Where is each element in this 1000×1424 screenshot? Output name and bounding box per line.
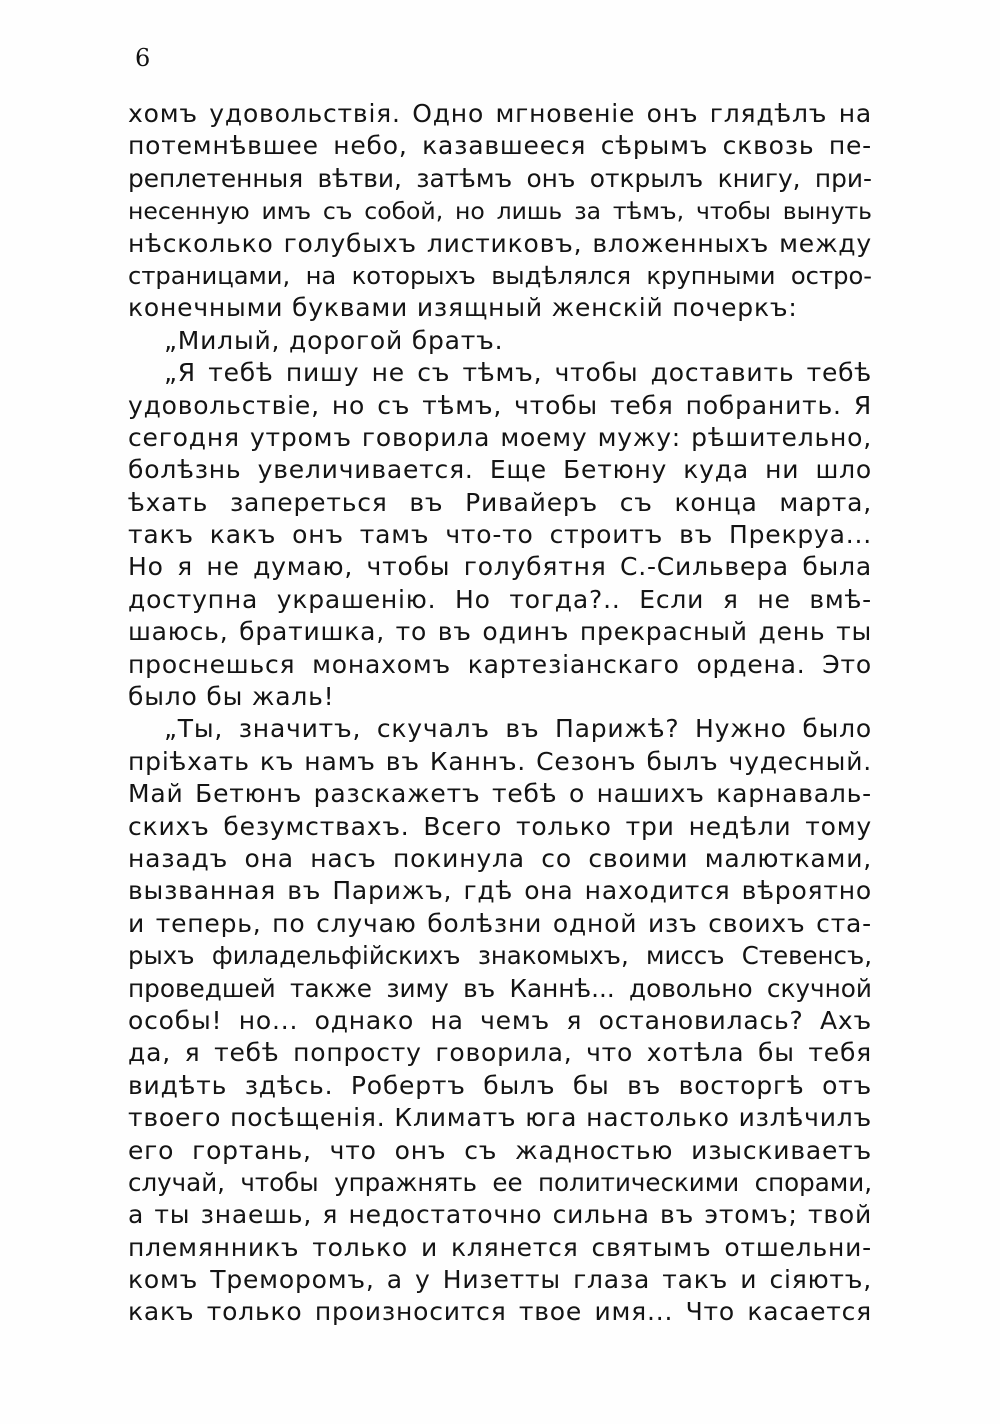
text-line: „Ты, значитъ, скучалъ въ Парижѣ? Нужно было <box>164 714 872 744</box>
text-line: хомъ удовольствія. Одно мгновеніе онъ глядѣлъ на <box>128 99 872 128</box>
text-line: твоего посѣщенія. Климатъ юга настолько излѣчилъ <box>128 1103 872 1133</box>
text-line: проведшей также зиму въ Каннѣ... довольно скучной <box>128 973 872 1003</box>
text-line: ѣхать запереться въ Ривайеръ съ конца марта, <box>128 487 872 517</box>
text-line: племянникъ только и клянется святымъ отшельни- <box>128 1232 872 1262</box>
text-line: и теперь, по случаю болѣзни одной изъ своихъ ста- <box>128 908 872 938</box>
text-line: особы! но... однако на чемъ я остановилась? Ахъ <box>128 1005 872 1035</box>
text-line: вызванная въ Парижъ, гдѣ она находится вѣроятно <box>128 876 872 906</box>
text-line: видѣть здѣсь. Робертъ былъ бы въ восторгѣ отъ <box>128 1070 872 1100</box>
text-line: нѣсколько голубыхъ листиковъ, вложенныхъ между <box>128 228 872 258</box>
text-line: такъ какъ онъ тамъ что-то строитъ въ Прекруа... <box>128 520 872 550</box>
text-line: „Милый, дорогой братъ. <box>164 325 504 355</box>
page-number: 6 <box>135 44 151 72</box>
text-line: страницами, на которыхъ выдѣлялся крупными остро- <box>128 261 872 290</box>
text-line: проснешься монахомъ картезіанскаго ордена. Это <box>128 649 872 679</box>
text-line: реплетенныя вѣтви, затѣмъ онъ открылъ книгу, при- <box>128 163 872 193</box>
text-line: шаюсь, братишка, то въ одинъ прекрасный день ты <box>128 617 872 647</box>
text-line: сегодня утромъ говорила моему мужу: рѣшительно, <box>128 422 872 452</box>
text-line: несенную имъ съ собой, но лишь за тѣмъ, чтобы вынуть <box>128 197 872 226</box>
text-line: болѣзнь увеличивается. Еще Бетюну куда ни шло <box>128 455 872 485</box>
text-line: Но я не думаю, чтобы голубятня С.-Сильвера была <box>128 552 872 582</box>
text-line: потемнѣвшее небо, казавшееся сѣрымъ сквозь пе- <box>128 131 872 161</box>
text-line: рыхъ филадельфійскихъ знакомыхъ, миссъ Стевенсъ, <box>128 941 872 971</box>
text-line: конечными буквами изящный женскій почеркъ: <box>128 293 798 323</box>
text-line: пріѣхать къ намъ въ Каннъ. Сезонъ былъ чудесный. <box>128 746 872 776</box>
text-line: было бы жаль! <box>128 682 335 712</box>
text-line: его гортань, что онъ съ жадностью изыскиваетъ <box>128 1135 872 1165</box>
text-line: удовольствіе, но съ тѣмъ, чтобы тебя побранить. Я <box>128 390 872 420</box>
text-line: да, я тебѣ попросту говорила, что хотѣла бы тебя <box>128 1038 872 1068</box>
text-line: скихъ безумствахъ. Всего только три недѣли тому <box>128 811 872 841</box>
text-line: Май Бетюнъ разскажетъ тебѣ о нашихъ карнаваль- <box>128 779 872 809</box>
text-line: „Я тебѣ пишу не съ тѣмъ, чтобы доставить тебѣ <box>164 358 872 388</box>
body-text <box>128 98 872 1329</box>
text-line: комъ Треморомъ, а у Низетты глаза такъ и сіяютъ, <box>128 1265 872 1295</box>
text-line: доступна украшенію. Но тогда?.. Если я не вмѣ- <box>128 584 872 614</box>
text-line: случай, чтобы упражнять ее политическими спорами, <box>128 1167 872 1197</box>
text-line: а ты знаешь, я недостаточно сильна въ этомъ; твой <box>128 1200 872 1230</box>
text-line: назадъ она насъ покинула со своими малютками, <box>128 843 872 873</box>
text-line: какъ только произносится твое имя... Что касается <box>128 1297 872 1327</box>
